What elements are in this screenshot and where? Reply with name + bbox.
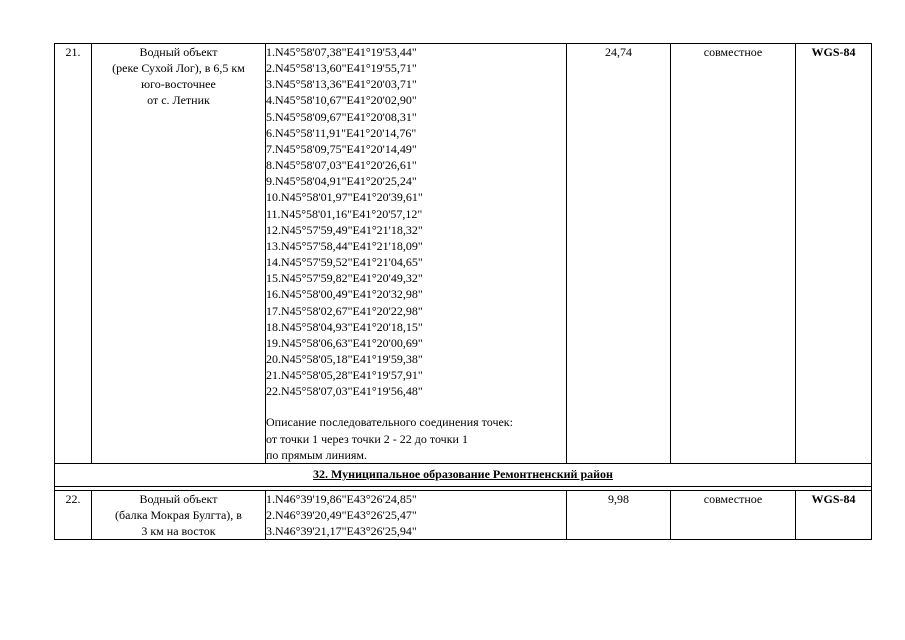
- coordinate-point: 19.N45°58'06,63"E41°20'00,69": [266, 335, 423, 350]
- coordinate-point: 8.N45°58'07,03"E41°20'26,61": [266, 158, 417, 173]
- coordinate-point: 1.N46°39'19,86"E43°26'24,85": [266, 491, 417, 506]
- coordinates-cell: [266, 44, 567, 464]
- table-row-21: [55, 44, 872, 464]
- row-number: 22.: [55, 490, 92, 539]
- coordinate-point: 18.N45°58'04,93"E41°20'18,15": [266, 319, 423, 334]
- connection-description: [266, 414, 566, 462]
- object-line: (реке Сухой Лог), в 6,5 км: [112, 61, 245, 75]
- coordinate-point: 1.N45°58'07,38"E41°19'53,44": [266, 45, 417, 59]
- coordinate-point: 21.N45°58'05,28"E41°19'57,91": [266, 368, 423, 383]
- object-line: 3 км на восток: [141, 523, 216, 538]
- object-description: [92, 490, 266, 539]
- object-line: Водный объект: [139, 45, 218, 59]
- coordinate-point: 16.N45°58'00,49"E41°20'32,98": [266, 287, 423, 302]
- coordinate-point: 2.N45°58'13,60"E41°19'55,71": [266, 61, 417, 76]
- coordinate-point: 13.N45°57'58,44"E41°21'18,09": [266, 238, 423, 253]
- usage-type: совместное: [671, 44, 796, 464]
- coordinates-cell: [266, 490, 567, 539]
- area-value: 24,74: [567, 44, 671, 464]
- object-line: Водный объект: [139, 491, 218, 506]
- section-header-row: [55, 463, 872, 486]
- coordinate-point: 15.N45°57'59,82"E41°20'49,32": [266, 271, 423, 286]
- row-number: 21.: [55, 44, 92, 464]
- coordinate-point: 17.N45°58'02,67"E41°20'22,98": [266, 303, 423, 318]
- description-line: по прямым линиям.: [266, 447, 367, 462]
- description-line: Описание последовательного соединения точек:: [266, 415, 513, 430]
- coordinate-point: 3.N45°58'13,36"E41°20'03,71": [266, 77, 417, 92]
- coordinate-point: 4.N45°58'10,67"E41°20'02,90": [266, 93, 417, 108]
- coordinate-point: 7.N45°58'09,75"E41°20'14,49": [266, 141, 417, 156]
- section-title: 32. Муниципальное образование Ремонтненский район: [55, 463, 872, 486]
- table-row-22: [55, 490, 872, 539]
- object-line: (балка Мокрая Булгта), в: [115, 507, 242, 522]
- usage-type: совместное: [671, 490, 796, 539]
- object-description: [92, 44, 266, 464]
- coordinate-point: 20.N45°58'05,18"E41°19'59,38": [266, 351, 423, 366]
- coordinate-point: 6.N45°58'11,91"E41°20'14,76": [266, 125, 417, 140]
- coordinate-system: WGS-84: [796, 490, 872, 539]
- coordinate-point: 5.N45°58'09,67"E41°20'08,31": [266, 109, 417, 124]
- object-line: от с. Летник: [147, 93, 210, 107]
- area-value: 9,98: [567, 490, 671, 539]
- description-line: от точки 1 через точки 2 - 22 до точки 1: [266, 431, 468, 446]
- object-line: юго-восточнее: [141, 77, 216, 91]
- coordinate-point: 3.N46°39'21,17"E43°26'25,94": [266, 524, 417, 539]
- coordinate-point: 22.N45°58'07,03"E41°19'56,48": [266, 384, 423, 399]
- coordinate-point: 14.N45°57'59,52"E41°21'04,65": [266, 255, 423, 270]
- coordinate-system: WGS-84: [796, 44, 872, 464]
- coordinate-point: 11.N45°58'01,16"E41°20'57,12": [266, 206, 423, 221]
- coordinate-point: 12.N45°57'59,49"E41°21'18,32": [266, 222, 423, 237]
- coordinate-point: 2.N46°39'20,49"E43°26'25,47": [266, 508, 417, 523]
- coordinate-point: 10.N45°58'01,97"E41°20'39,61": [266, 190, 423, 205]
- coordinate-point: 9.N45°58'04,91"E41°20'25,24": [266, 174, 417, 189]
- water-objects-table: [54, 43, 872, 540]
